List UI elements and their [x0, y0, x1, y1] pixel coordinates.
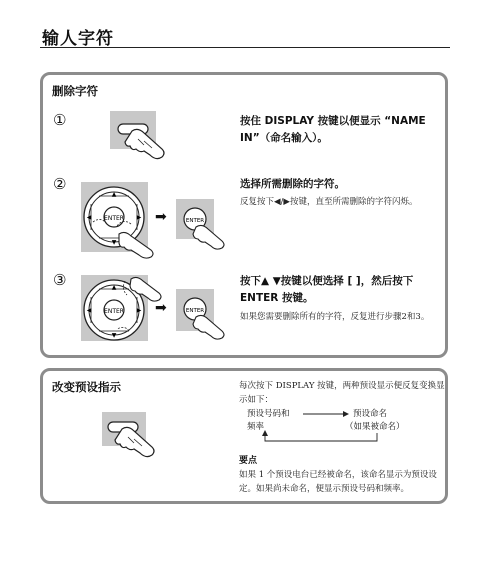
cycle-arrows-icon	[243, 407, 423, 447]
next-step-arrow-icon: ➡	[155, 209, 167, 225]
hand-press-icon	[110, 111, 190, 161]
step-1-instruction: 按住 DISPLAY 按键以便显示 “NAME IN”（命名输入）。	[240, 115, 426, 144]
enter-label: ENTER	[104, 215, 124, 222]
right-arrow-label: ▶	[136, 214, 142, 221]
down-arrow-label: ▼	[111, 239, 117, 246]
note-title: 要点	[239, 456, 258, 466]
step-3-instruction: 按下▲ ▼按键以便选择 [ ]，然后按下 ENTER 按键。	[240, 275, 414, 304]
step-number-3: ③	[53, 271, 67, 289]
enter-label-4: ENTER	[185, 308, 205, 314]
diagram-right-line1: 预设命名	[353, 409, 388, 419]
diagram-left-line2: 频率	[247, 422, 265, 432]
right-arrow-label-2: ▶	[136, 307, 142, 314]
next-step-arrow-icon-2: ➡	[155, 300, 167, 316]
title-divider	[40, 47, 450, 48]
up-arrow-label: ▲	[111, 191, 117, 198]
step-number-2: ②	[53, 175, 67, 193]
enter-label-2: ENTER	[185, 218, 205, 224]
step-3-detail: 如果您需要删除所有的字符，反复进行步骤2和3。	[240, 312, 430, 322]
diagram-right-line2: （如果被命名）	[345, 422, 405, 432]
section-heading-delete: 删除字符	[52, 84, 98, 98]
page-title: 输人字符	[42, 29, 114, 49]
diagram-left-line1: 预设号码和	[247, 409, 290, 419]
preset-description: 每次按下 DISPLAY 按键，两种预设显示便反复变换显示如下：	[239, 381, 445, 405]
enter-button-press-icon	[176, 199, 236, 254]
up-arrow-label-2: ▲	[111, 284, 117, 291]
delete-characters-panel	[40, 72, 448, 358]
step-2-instruction: 选择所需删除的字符。	[240, 178, 345, 190]
enter-label-3: ENTER	[104, 308, 124, 315]
down-arrow-label-2: ▼	[111, 332, 117, 339]
step-2-detail: 反复按下◀/▶按键，直至所需删除的字符闪烁。	[240, 197, 418, 207]
section-heading-preset: 改变预设指示	[52, 380, 121, 394]
step-number-1: ①	[53, 111, 67, 129]
note-text: 如果 1 个预设电台已经被命名，该命名显示为预设设定。如果尚未命名，便显示预设号码和频率。	[239, 470, 437, 494]
hand-press-icon-2	[102, 412, 182, 462]
left-arrow-label: ◀	[86, 214, 92, 221]
enter-button-press-icon-2	[176, 289, 236, 344]
left-arrow-label-2: ◀	[86, 307, 92, 314]
preset-indication-panel	[40, 368, 448, 504]
